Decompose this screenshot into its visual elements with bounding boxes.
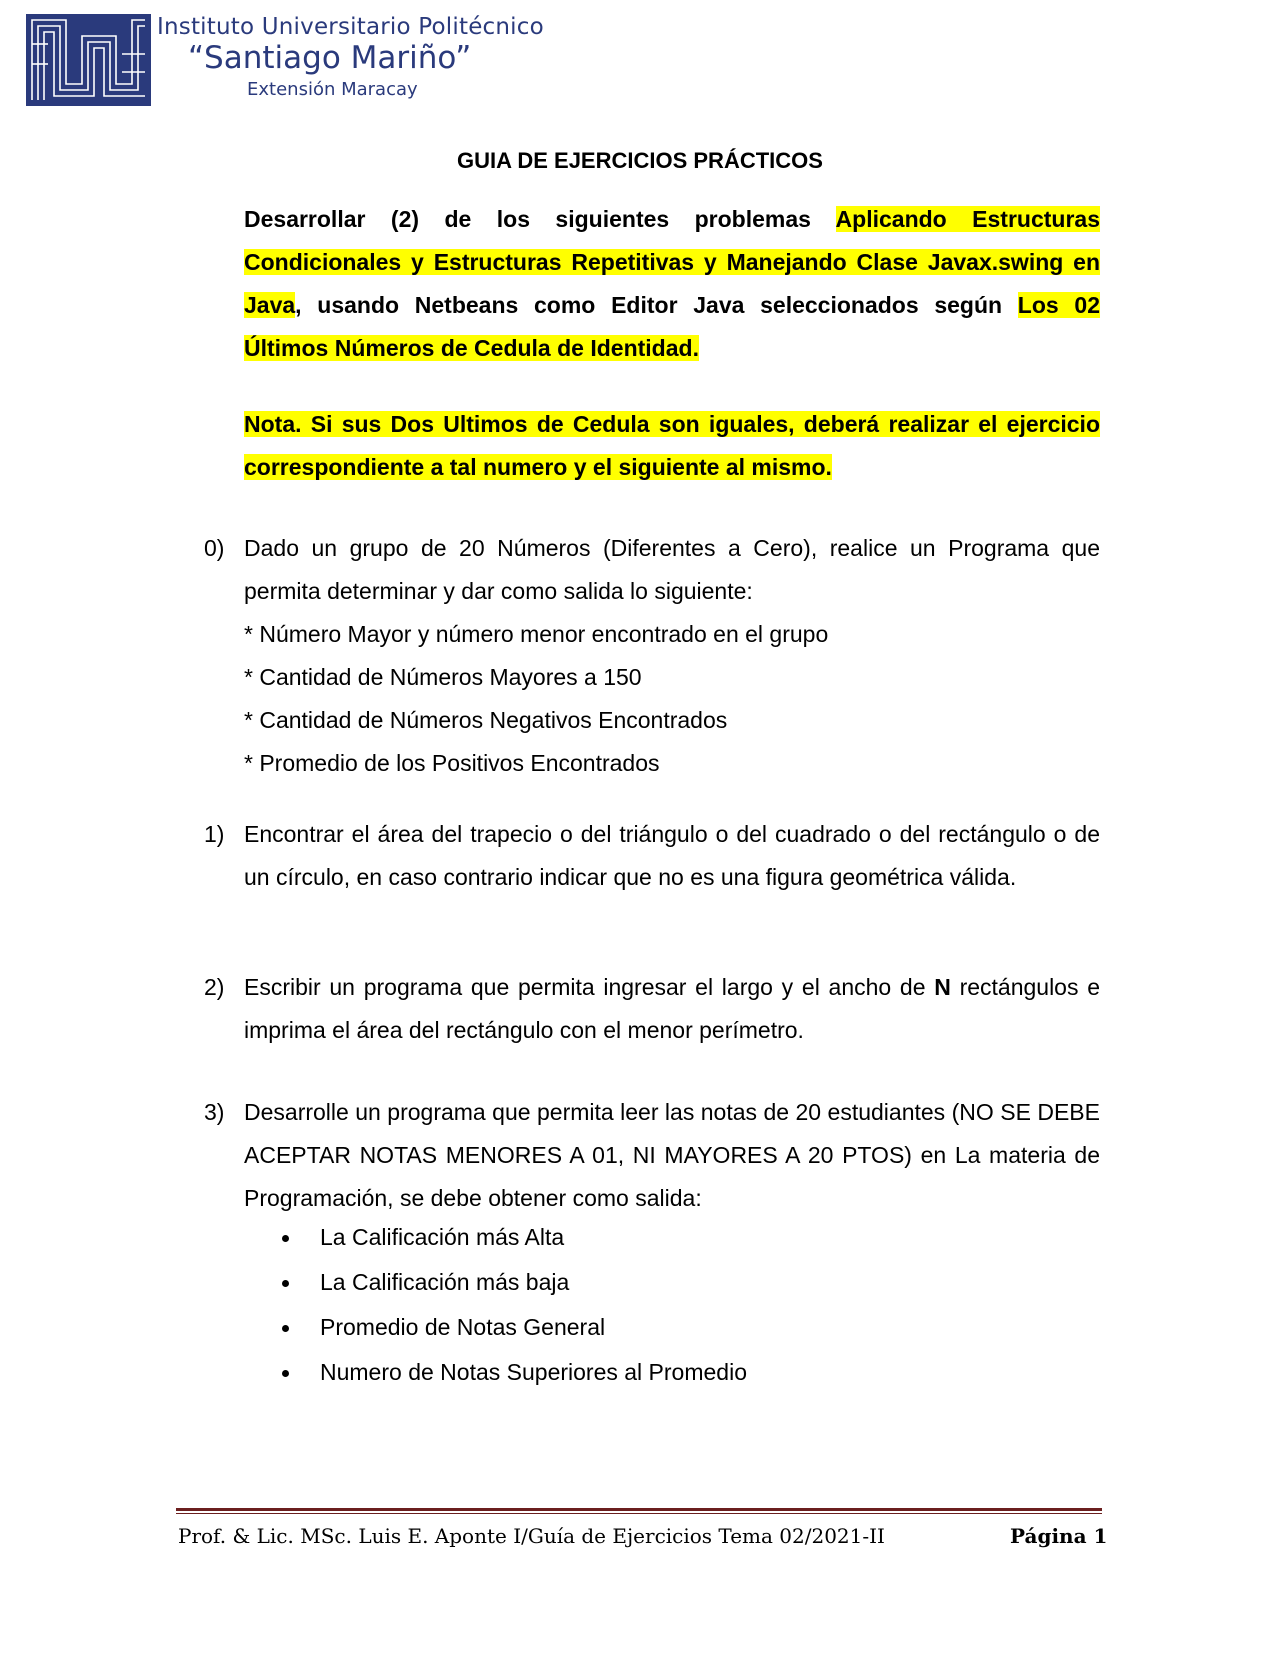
exercise-1-statement: Encontrar el área del trapecio o del triángulo o del cuadrado o del rectángulo o de un círculo, en caso contrario indicar que no es una figura geométrica válida. bbox=[244, 821, 1100, 890]
exercise-3-text bbox=[244, 1091, 1100, 1220]
exercise-3-statement: Desarrolle un programa que permita leer las notas de 20 estudiantes (NO SE DEBE ACEPTAR NOTAS MENORES A 01, NI MAYORES A 20 PTOS) en La materia de Programación, se debe obtener como salida: bbox=[244, 1099, 1100, 1211]
institution-name: Instituto Universitario Politécnico bbox=[157, 14, 544, 40]
exercise-3-number: 3) bbox=[204, 1099, 225, 1125]
exercise-1-number: 1) bbox=[204, 821, 225, 847]
exercise-1-text bbox=[244, 813, 1100, 899]
footer-divider bbox=[176, 1508, 1102, 1511]
page-title: GUIA DE EJERCICIOS PRÁCTICOS bbox=[457, 148, 823, 173]
exercise-2-text bbox=[244, 966, 1100, 1052]
institution-logo bbox=[26, 14, 151, 106]
exercise-0-statement: Dado un grupo de 20 Números (Diferentes a Cero), realice un Programa que permita determinar y dar como salida lo siguiente: bbox=[244, 535, 1100, 604]
page-number: Página 1 bbox=[1010, 1524, 1108, 1548]
intro-highlight-1: Aplicando Estructuras Condicionales y Estructuras Repetitivas y Manejando Clase Javax.swing en Java bbox=[244, 206, 1100, 318]
note-paragraph bbox=[244, 403, 1100, 489]
list-item: Numero de Notas Superiores al Promedio bbox=[244, 1351, 747, 1396]
exercise-3-bullets bbox=[244, 1216, 747, 1396]
footer-author: Prof. & Lic. MSc. Luis E. Aponte I/Guía de Ejercicios Tema 02/2021-II bbox=[178, 1524, 885, 1548]
exercise-0-number: 0) bbox=[204, 535, 225, 561]
intro-highlight-2: Los 02 Últimos Números de Cedula de Identidad. bbox=[244, 292, 1100, 361]
intro-text-a: Desarrollar (2) de los siguientes problemas bbox=[244, 206, 836, 232]
list-item: * Número Mayor y número menor encontrado en el grupo bbox=[244, 621, 829, 647]
list-item: La Calificación más Alta bbox=[244, 1216, 747, 1261]
intro-text-b: , usando Netbeans como Editor Java seleccionados según bbox=[295, 292, 1018, 318]
logo-mark-icon bbox=[26, 14, 151, 106]
footer-divider-thin bbox=[176, 1513, 1102, 1514]
list-item: * Cantidad de Números Mayores a 150 bbox=[244, 664, 642, 690]
exercise-2-text-a: Escribir un programa que permita ingresar el largo y el ancho de bbox=[244, 974, 935, 1000]
exercise-2-bold-n: N bbox=[934, 974, 951, 1000]
exercise-2-text-b: rectángulos e imprima el área del rectángulo con el menor perímetro. bbox=[244, 974, 1100, 1043]
list-item: Promedio de Notas General bbox=[244, 1306, 747, 1351]
intro-paragraph bbox=[244, 198, 1100, 370]
institution-extension: Extensión Maracay bbox=[247, 79, 418, 100]
list-item: La Calificación más baja bbox=[244, 1261, 747, 1306]
exercise-0-items bbox=[244, 613, 1100, 785]
list-item: * Cantidad de Números Negativos Encontrados bbox=[244, 707, 728, 733]
exercise-2-number: 2) bbox=[204, 974, 225, 1000]
note-text: Nota. Si sus Dos Ultimos de Cedula son iguales, deberá realizar el ejercicio correspondiente a tal numero y el siguiente al mismo. bbox=[244, 411, 1100, 480]
list-item: * Promedio de los Positivos Encontrados bbox=[244, 750, 660, 776]
institution-subtitle: “Santiago Mariño” bbox=[188, 40, 472, 76]
exercise-0-text bbox=[244, 527, 1100, 613]
